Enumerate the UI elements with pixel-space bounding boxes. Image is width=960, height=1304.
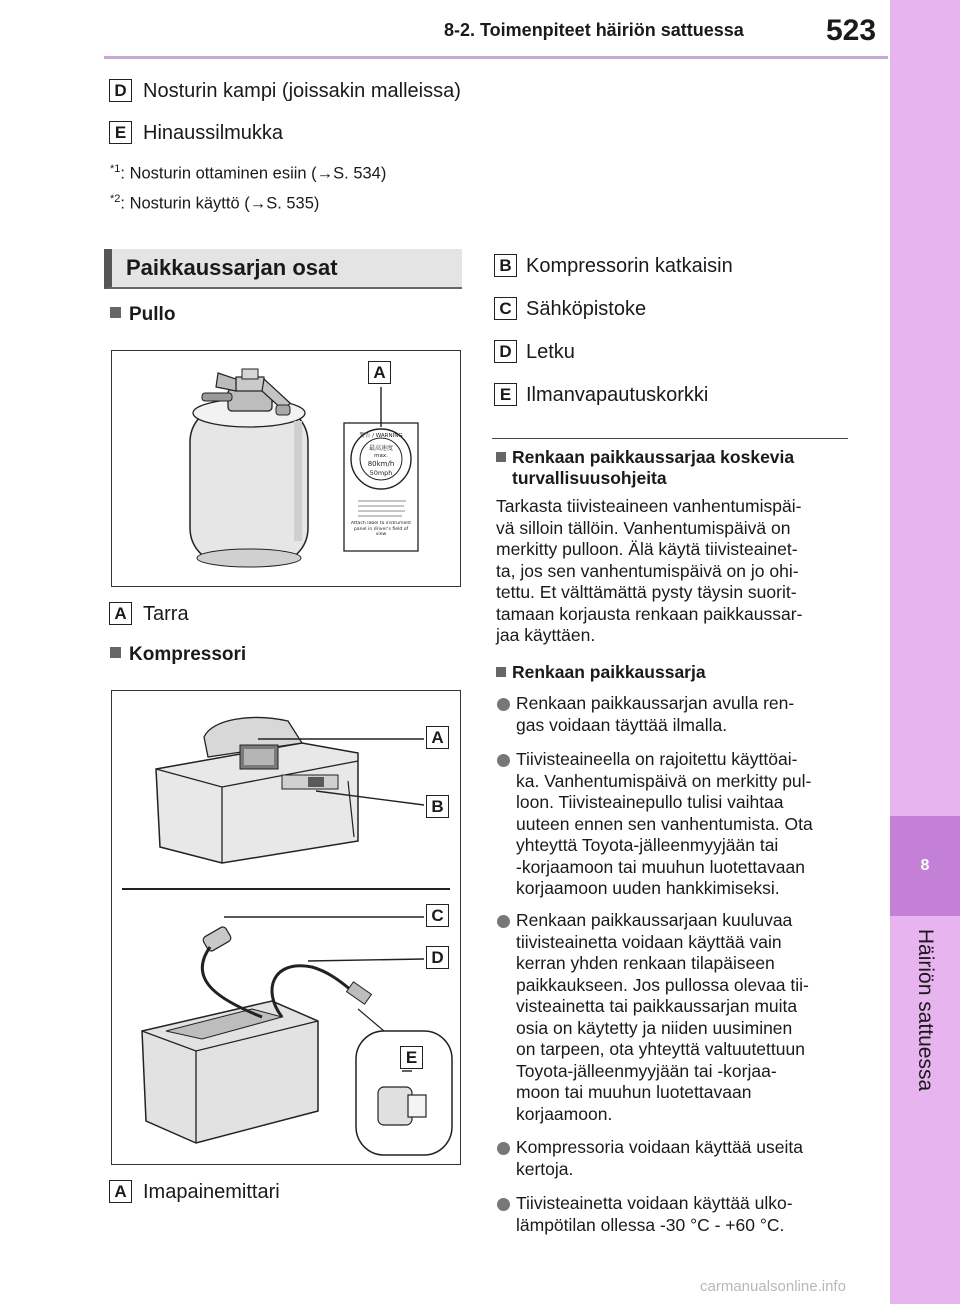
item-letter-a-gauge: A: [109, 1180, 132, 1203]
item-text-hose: Letku: [526, 341, 575, 363]
kit-bullet-2: Tiivisteaineella on rajoitettu käyttöai- ka. Vanhentumispäivä on merkitty pul- loon. Tiivisteainepullo tulisi vaihtaa uuteen ennen sen vanhentumista. Ota yhteyttä Toyota-jälleenmyyjään tai -korjaamoon tai muuhun luotettavaan korjaamoon uuden hankkimiseksi.: [496, 749, 848, 900]
callout-d-compressor: D: [426, 946, 449, 969]
sticker-mph: 50mph: [369, 469, 393, 477]
item-letter-c: C: [494, 297, 517, 320]
square-bullet-icon: [110, 307, 121, 318]
bottle-illustration: [112, 351, 459, 585]
item-letter-d-right: D: [494, 340, 517, 363]
kit-heading: Renkaan paikkaussarja: [496, 662, 706, 683]
chapter-side-tab: [890, 0, 960, 1304]
bottle-figure: [111, 350, 461, 587]
item-letter-b: B: [494, 254, 517, 277]
safety-paragraph: Tarkasta tiivisteaineen vanhentumispäi- vä silloin tällöin. Vanhentumispäivä on merkitty pulloon. Älä käytä tiivisteainet- ta, jos sen vanhentumispäivä on jo ohi- tettu. Et välttämättä pysty täysin suorit- tamaan korjausta renkaan paikkaussar- jaa käyttäen.: [496, 496, 803, 645]
item-letter-e: E: [109, 121, 132, 144]
kit-bullet-1: Renkaan paikkaussarjan avulla ren- gas voidaan täyttää ilmalla.: [496, 693, 848, 736]
safety-heading: Renkaan paikkaussarjaa koskevia turvallisuusohjeita: [496, 447, 794, 489]
square-bullet-icon: [496, 452, 506, 462]
kit-bullet-5: Tiivisteainetta voidaan käyttää ulko- lämpötilan ollessa -30 °C - +60 °C.: [496, 1193, 848, 1236]
square-bullet-icon: [496, 667, 506, 677]
item-letter-e-right: E: [494, 383, 517, 406]
item-text-label: Tarra: [143, 603, 189, 625]
kit-bullet-3: Renkaan paikkaussarjaan kuuluvaa tiivisteainetta voidaan käyttää vain kerran yhden renkaan tilapäiseen paikkaukseen. Jos pullossa olevaa tii- visteainetta tai paikkaussarjan muita osia on käytetty ja niiden uusiminen on tarpeen, ota yhteyttä valtuutettuun Toyota-jälleenmyyjään tai -korjaa- moon tai muuhun luotettavaan korjaamoon.: [496, 910, 848, 1125]
page-number: 523: [826, 14, 877, 47]
header-rule: [104, 56, 888, 59]
compressor-heading: Kompressori: [110, 644, 246, 666]
callout-a-compressor: A: [426, 726, 449, 749]
item-text-towing-eyelet: Hinaussilmukka: [143, 122, 284, 144]
sticker-kmh: 80km/h: [367, 460, 395, 468]
watermark: carmanualsonline.info: [700, 1278, 846, 1295]
section-heading: Paikkaussarjan osat: [104, 249, 462, 289]
sticker-max: max.: [374, 453, 388, 459]
item-text-release-cap: Ilmanvapautuskorkki: [526, 384, 709, 406]
section-title: 8-2. Toimenpiteet häiriön sattuessa: [444, 20, 744, 40]
kit-bullet-4: Kompressoria voidaan käyttää useita kertoja.: [496, 1137, 848, 1180]
footnote-2: $^{*2}$: Nosturin käyttö (→S. 535): [110, 193, 320, 213]
square-bullet-icon: [110, 647, 121, 658]
sticker-english-note: Attach label to instrument panel in driver's field of view: [350, 521, 412, 538]
callout-e-compressor: E: [400, 1046, 423, 1069]
sticker-speed-jp: 最高速度: [368, 445, 394, 452]
section-divider: [492, 438, 848, 439]
item-letter-d: D: [109, 79, 132, 102]
item-text-plug: Sähköpistoke: [526, 298, 647, 320]
bottle-heading: Pullo: [110, 304, 175, 326]
item-letter-a-label: A: [109, 602, 132, 625]
compressor-figure: [111, 690, 461, 1165]
item-text-gauge: Imapainemittari: [143, 1181, 280, 1203]
item-text-jack-handle: Nosturin kampi (joissakin malleissa): [143, 80, 461, 102]
callout-b-compressor: B: [426, 795, 449, 818]
footnote-1: $^{*1}$: Nosturin ottaminen esiin (→S. 534): [110, 163, 387, 183]
chapter-number[interactable]: 8: [890, 816, 960, 916]
item-text-switch: Kompressorin katkaisin: [526, 255, 733, 277]
sticker-warning: 警告 / WARNING: [359, 433, 403, 439]
callout-c-compressor: C: [426, 904, 449, 927]
compressor-illustration: [112, 691, 459, 1163]
callout-a-bottle: A: [368, 361, 391, 384]
chapter-title: Häiriön sattuessa: [914, 928, 937, 1092]
